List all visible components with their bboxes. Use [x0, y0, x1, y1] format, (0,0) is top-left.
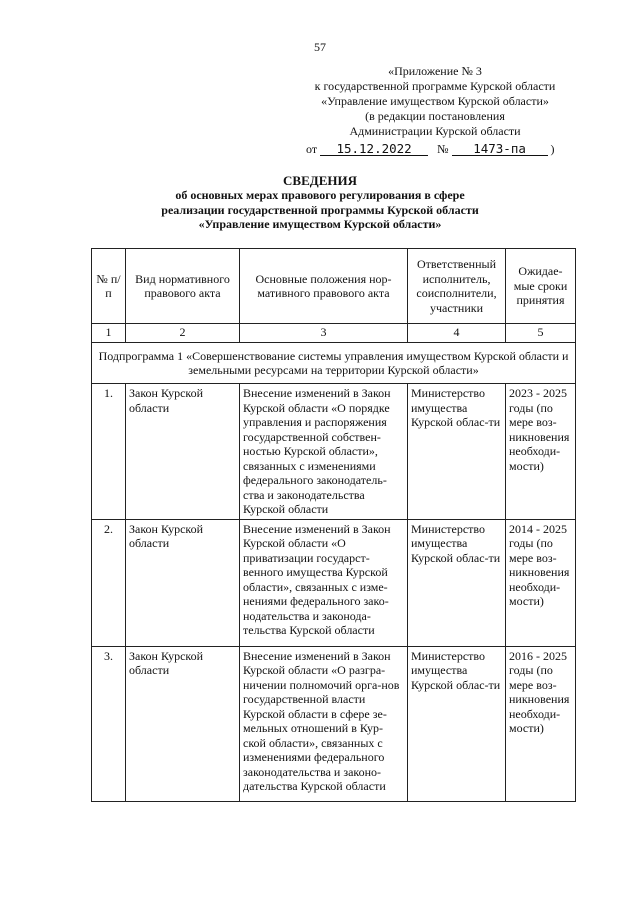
row-number: 1. — [92, 384, 126, 520]
resolution-date: 15.12.2022 — [320, 142, 428, 156]
act-type: Закон Курской области — [126, 384, 240, 520]
act-type: Закон Курской области — [126, 646, 240, 801]
row-number: 2. — [92, 519, 126, 646]
header-cell: Ожидае-мые сроки принятия — [506, 249, 576, 324]
appendix-line: Администрации Курской области — [349, 124, 521, 138]
appendix-line: (в редакции постановления — [365, 109, 505, 123]
appendix-line: «Управление имуществом Курской области» — [321, 94, 549, 108]
subprogram-title: Подпрограмма 1 «Совершенствование системы управления имуществом Курской области и земельными ресурсами на территории Курской области» — [92, 343, 576, 384]
header-cell: № п/п — [92, 249, 126, 324]
header-cell: Основные положения нор-мативного правового акта — [240, 249, 408, 324]
act-content: Внесение изменений в Закон Курской области «О порядке управления и распоряжения государственной собствен-ностью Курской области», связанных с изменениями федерального законодатель-ства и законодательства Курской области — [240, 384, 408, 520]
act-type: Закон Курской области — [126, 519, 240, 646]
column-number: 2 — [126, 324, 240, 343]
table-header-row — [92, 249, 576, 324]
date-prefix: от — [306, 142, 318, 156]
executor: Министерство имущества Курской облас-ти — [408, 384, 506, 520]
adoption-term: 2014 - 2025 годы (по мере воз-никновения необходи-мости) — [506, 519, 576, 646]
act-content: Внесение изменений в Закон Курской области «О приватизации государст-венного имущества Курской области», связанных с изме-нениями федерального зако-нодательства и законода-тельства Курской области — [240, 519, 408, 646]
column-number: 1 — [92, 324, 126, 343]
subprogram-row — [92, 343, 576, 384]
header-cell: Вид нормативного правового акта — [126, 249, 240, 324]
resolution-date-line — [306, 142, 555, 157]
act-content: Внесение изменений в Закон Курской области «О разгра-ничении полномочий орга-нов государственной власти Курской области в сфере зе-мельных отношений в Кур-ской области», связанных с изменениями федерального законодательства и законо-дательства Курской области — [240, 646, 408, 801]
table-row — [92, 646, 576, 801]
column-number: 5 — [506, 324, 576, 343]
appendix-line: «Приложение № 3 — [388, 64, 482, 78]
row-number: 3. — [92, 646, 126, 801]
appendix-header — [290, 64, 580, 139]
document-title: СВЕДЕНИЯ — [283, 173, 357, 188]
executor: Министерство имущества Курской облас-ти — [408, 646, 506, 801]
adoption-term: 2016 - 2025 годы (по мере воз-никновения необходи-мости) — [506, 646, 576, 801]
regulation-measures-table — [91, 248, 576, 802]
document-subtitle — [120, 188, 520, 232]
subtitle-line: реализации государственной программы Курской области — [161, 202, 479, 217]
executor: Министерство имущества Курской облас-ти — [408, 519, 506, 646]
resolution-number: 1473-па — [452, 142, 548, 156]
appendix-line: к государственной программе Курской области — [314, 79, 556, 93]
column-number: 3 — [240, 324, 408, 343]
page-number: 57 — [314, 40, 326, 54]
subtitle-line: об основных мерах правового регулирования в сфере — [175, 188, 465, 202]
number-prefix: № — [437, 142, 449, 156]
closing-paren: ) — [550, 142, 555, 156]
column-number: 4 — [408, 324, 506, 343]
table-row — [92, 519, 576, 646]
column-number-row — [92, 324, 576, 343]
adoption-term: 2023 - 2025 годы (по мере воз-никновения необходи-мости) — [506, 384, 576, 520]
header-cell: Ответственный исполнитель, соисполнители, участники — [408, 249, 506, 324]
table-row — [92, 384, 576, 520]
subtitle-line: «Управление имуществом Курской области» — [198, 217, 442, 231]
